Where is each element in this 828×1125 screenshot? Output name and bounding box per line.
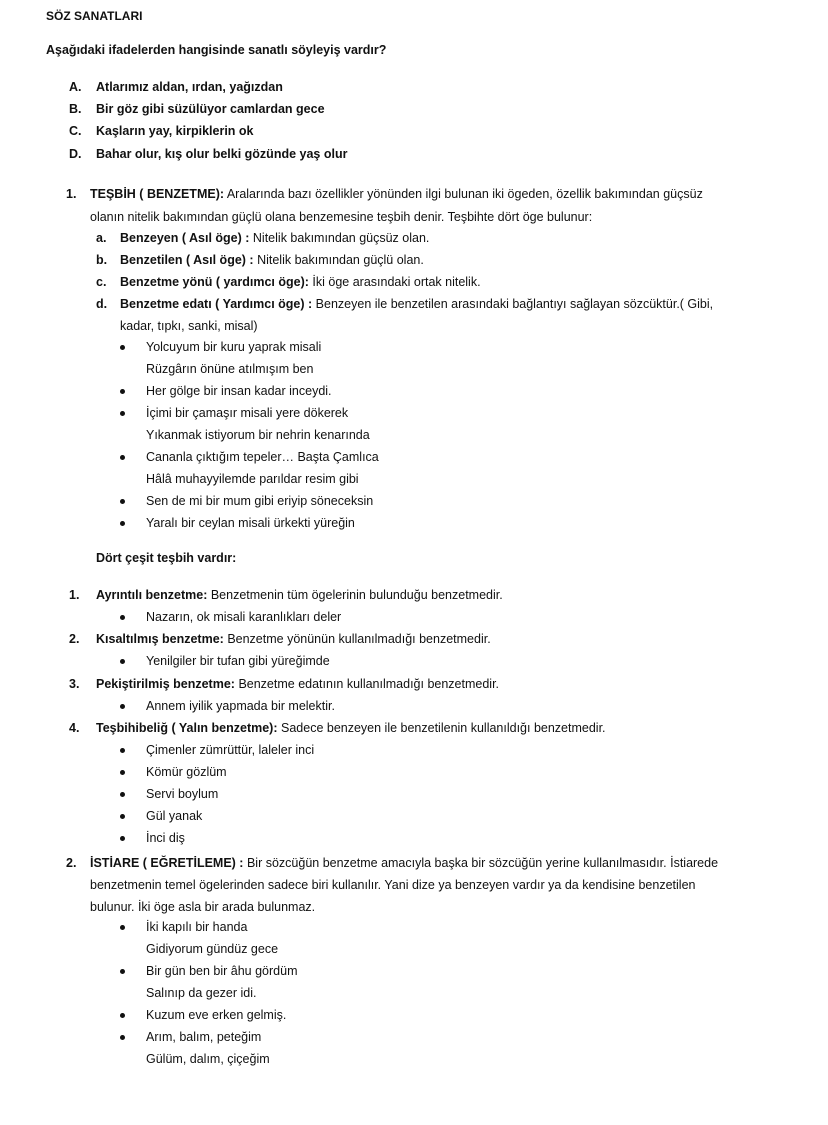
bullet-icon — [120, 704, 125, 709]
option-a-text: Atlarımız aldan, ırdan, yağızdan — [96, 80, 283, 94]
option-a — [69, 79, 82, 95]
example-line: Gidiyorum gündüz gece — [146, 942, 279, 956]
bullet-icon — [120, 1013, 125, 1018]
question-text: Aşağıdaki ifadelerden hangisinde sanatlı söyleyiş vardır? — [46, 43, 387, 57]
example-line: Her gölge bir insan kadar inceydi. — [146, 384, 332, 398]
page-title: SÖZ SANATLARI — [46, 9, 143, 23]
bullet-icon — [120, 814, 125, 819]
option-b-text: Bir göz gibi süzülüyor camlardan gece — [96, 102, 325, 116]
option-b — [69, 101, 82, 117]
example-line: Kuzum eve erken gelmiş. — [146, 1008, 287, 1022]
element-d: Benzetme edatı ( Yardımcı öge) : Benzeyen ile benzetilen arasındaki bağlantıyı sağlayan sözcüktür.( Gibi, — [120, 297, 714, 311]
example-line: Gül yanak — [146, 809, 203, 823]
example-line: Kömür gözlüm — [146, 765, 227, 779]
bullet-icon — [120, 411, 125, 416]
option-letter: A. — [69, 80, 82, 94]
example-line: Servi boylum — [146, 787, 219, 801]
option-letter: C. — [69, 124, 82, 138]
bullet-icon — [120, 969, 125, 974]
example-line: Çimenler zümrüttür, laleler inci — [146, 743, 315, 757]
example-line: Yenilgiler bir tufan gibi yüreğimde — [146, 654, 330, 668]
bullet-icon — [120, 925, 125, 930]
section-number: 2. — [66, 856, 77, 870]
example-line: Sen de mi bir mum gibi eriyip söneceksin — [146, 494, 374, 508]
example-line: Arım, balım, peteğim — [146, 1030, 262, 1044]
bullet-icon — [120, 792, 125, 797]
example-line: Bir gün ben bir âhu gördüm — [146, 964, 298, 978]
bullet-icon — [120, 1035, 125, 1040]
teshbih-definition-line1: TEŞBİH ( BENZETME): Aralarında bazı özellikler yönünden ilgi bulunan iki ögeden, özellik bakımından güçsüz — [90, 187, 703, 201]
bullet-icon — [120, 770, 125, 775]
istiare-definition-line1: İSTİARE ( EĞRETİLEME) : Bir sözcüğün benzetme amacıyla başka bir sözcüğün yerine kullanılmasıdır. İstiarede — [90, 856, 719, 870]
option-letter: D. — [69, 147, 82, 161]
example-line: Hâlâ muhayyilemde parıldar resim gibi — [146, 472, 359, 486]
element-c: Benzetme yönü ( yardımcı öge): İki öge arasındaki ortak nitelik. — [120, 275, 481, 289]
element-a: Benzeyen ( Asıl öge) : Nitelik bakımından güçsüz olan. — [120, 231, 430, 245]
teshbih-definition-line2: olanın nitelik bakımından güçlü olana benzemesine teşbih denir. Teşbihte dört öge bulunur: — [90, 210, 593, 224]
type-number: 4. — [69, 721, 80, 735]
example-line: İnci diş — [146, 831, 185, 845]
type-1: Ayrıntılı benzetme: Benzetmenin tüm ögelerinin bulunduğu benzetmedir. — [96, 588, 503, 602]
bullet-icon — [120, 499, 125, 504]
bullet-icon — [120, 455, 125, 460]
element-letter: d. — [96, 297, 108, 311]
example-line: Salınıp da gezer idi. — [146, 986, 257, 1000]
element-b: Benzetilen ( Asıl öge) : Nitelik bakımından güçlü olan. — [120, 253, 424, 267]
section-heading: TEŞBİH ( BENZETME): — [90, 187, 225, 201]
example-line: Cananla çıktığım tepeler… Başta Çamlıca — [146, 450, 379, 464]
example-line: Yaralı bir ceylan misali ürkekti yüreğin — [146, 516, 355, 530]
option-letter: B. — [69, 102, 82, 116]
option-c-text: Kaşların yay, kirpiklerin ok — [96, 124, 254, 138]
type-number: 3. — [69, 677, 80, 691]
istiare-definition-line2: benzetmenin temel ögelerinden sadece biri kullanılır. Yani dize ya benzeyen vardır ya da kendisine benzetilen — [90, 878, 696, 892]
bullet-icon — [120, 615, 125, 620]
bullet-icon — [120, 659, 125, 664]
option-c — [69, 123, 82, 139]
istiare-definition-line3: bulunur. İki öge asla bir arada bulunmaz. — [90, 900, 316, 914]
element-d-continuation: kadar, tıpkı, sanki, misal) — [120, 319, 258, 333]
types-heading: Dört çeşit teşbih vardır: — [96, 551, 237, 565]
bullet-icon — [120, 748, 125, 753]
element-letter: b. — [96, 253, 108, 267]
example-line: Rüzgârın önüne atılmışım ben — [146, 362, 314, 376]
section-number: 1. — [66, 187, 77, 201]
example-line: Gülüm, dalım, çiçeğim — [146, 1052, 270, 1066]
bullet-icon — [120, 345, 125, 350]
type-number: 1. — [69, 588, 80, 602]
element-letter: a. — [96, 231, 107, 245]
type-number: 2. — [69, 632, 80, 646]
option-d-text: Bahar olur, kış olur belki gözünde yaş olur — [96, 147, 348, 161]
bullet-icon — [120, 521, 125, 526]
type-4: Teşbihibeliğ ( Yalın benzetme): Sadece benzeyen ile benzetilenin kullanıldığı benzetmedir. — [96, 721, 606, 735]
example-line: Annem iyilik yapmada bir melektir. — [146, 699, 335, 713]
bullet-icon — [120, 836, 125, 841]
section-heading: İSTİARE ( EĞRETİLEME) : — [90, 856, 244, 870]
example-line: İki kapılı bir handa — [146, 920, 248, 934]
element-letter: c. — [96, 275, 107, 289]
example-line: Yolcuyum bir kuru yaprak misali — [146, 340, 322, 354]
example-line: Yıkanmak istiyorum bir nehrin kenarında — [146, 428, 370, 442]
example-line: Nazarın, ok misali karanlıkları deler — [146, 610, 342, 624]
example-line: İçimi bir çamaşır misali yere dökerek — [146, 406, 349, 420]
bullet-icon — [120, 389, 125, 394]
option-d — [69, 146, 82, 162]
type-2: Kısaltılmış benzetme: Benzetme yönünün kullanılmadığı benzetmedir. — [96, 632, 491, 646]
type-3: Pekiştirilmiş benzetme: Benzetme edatının kullanılmadığı benzetmedir. — [96, 677, 500, 691]
